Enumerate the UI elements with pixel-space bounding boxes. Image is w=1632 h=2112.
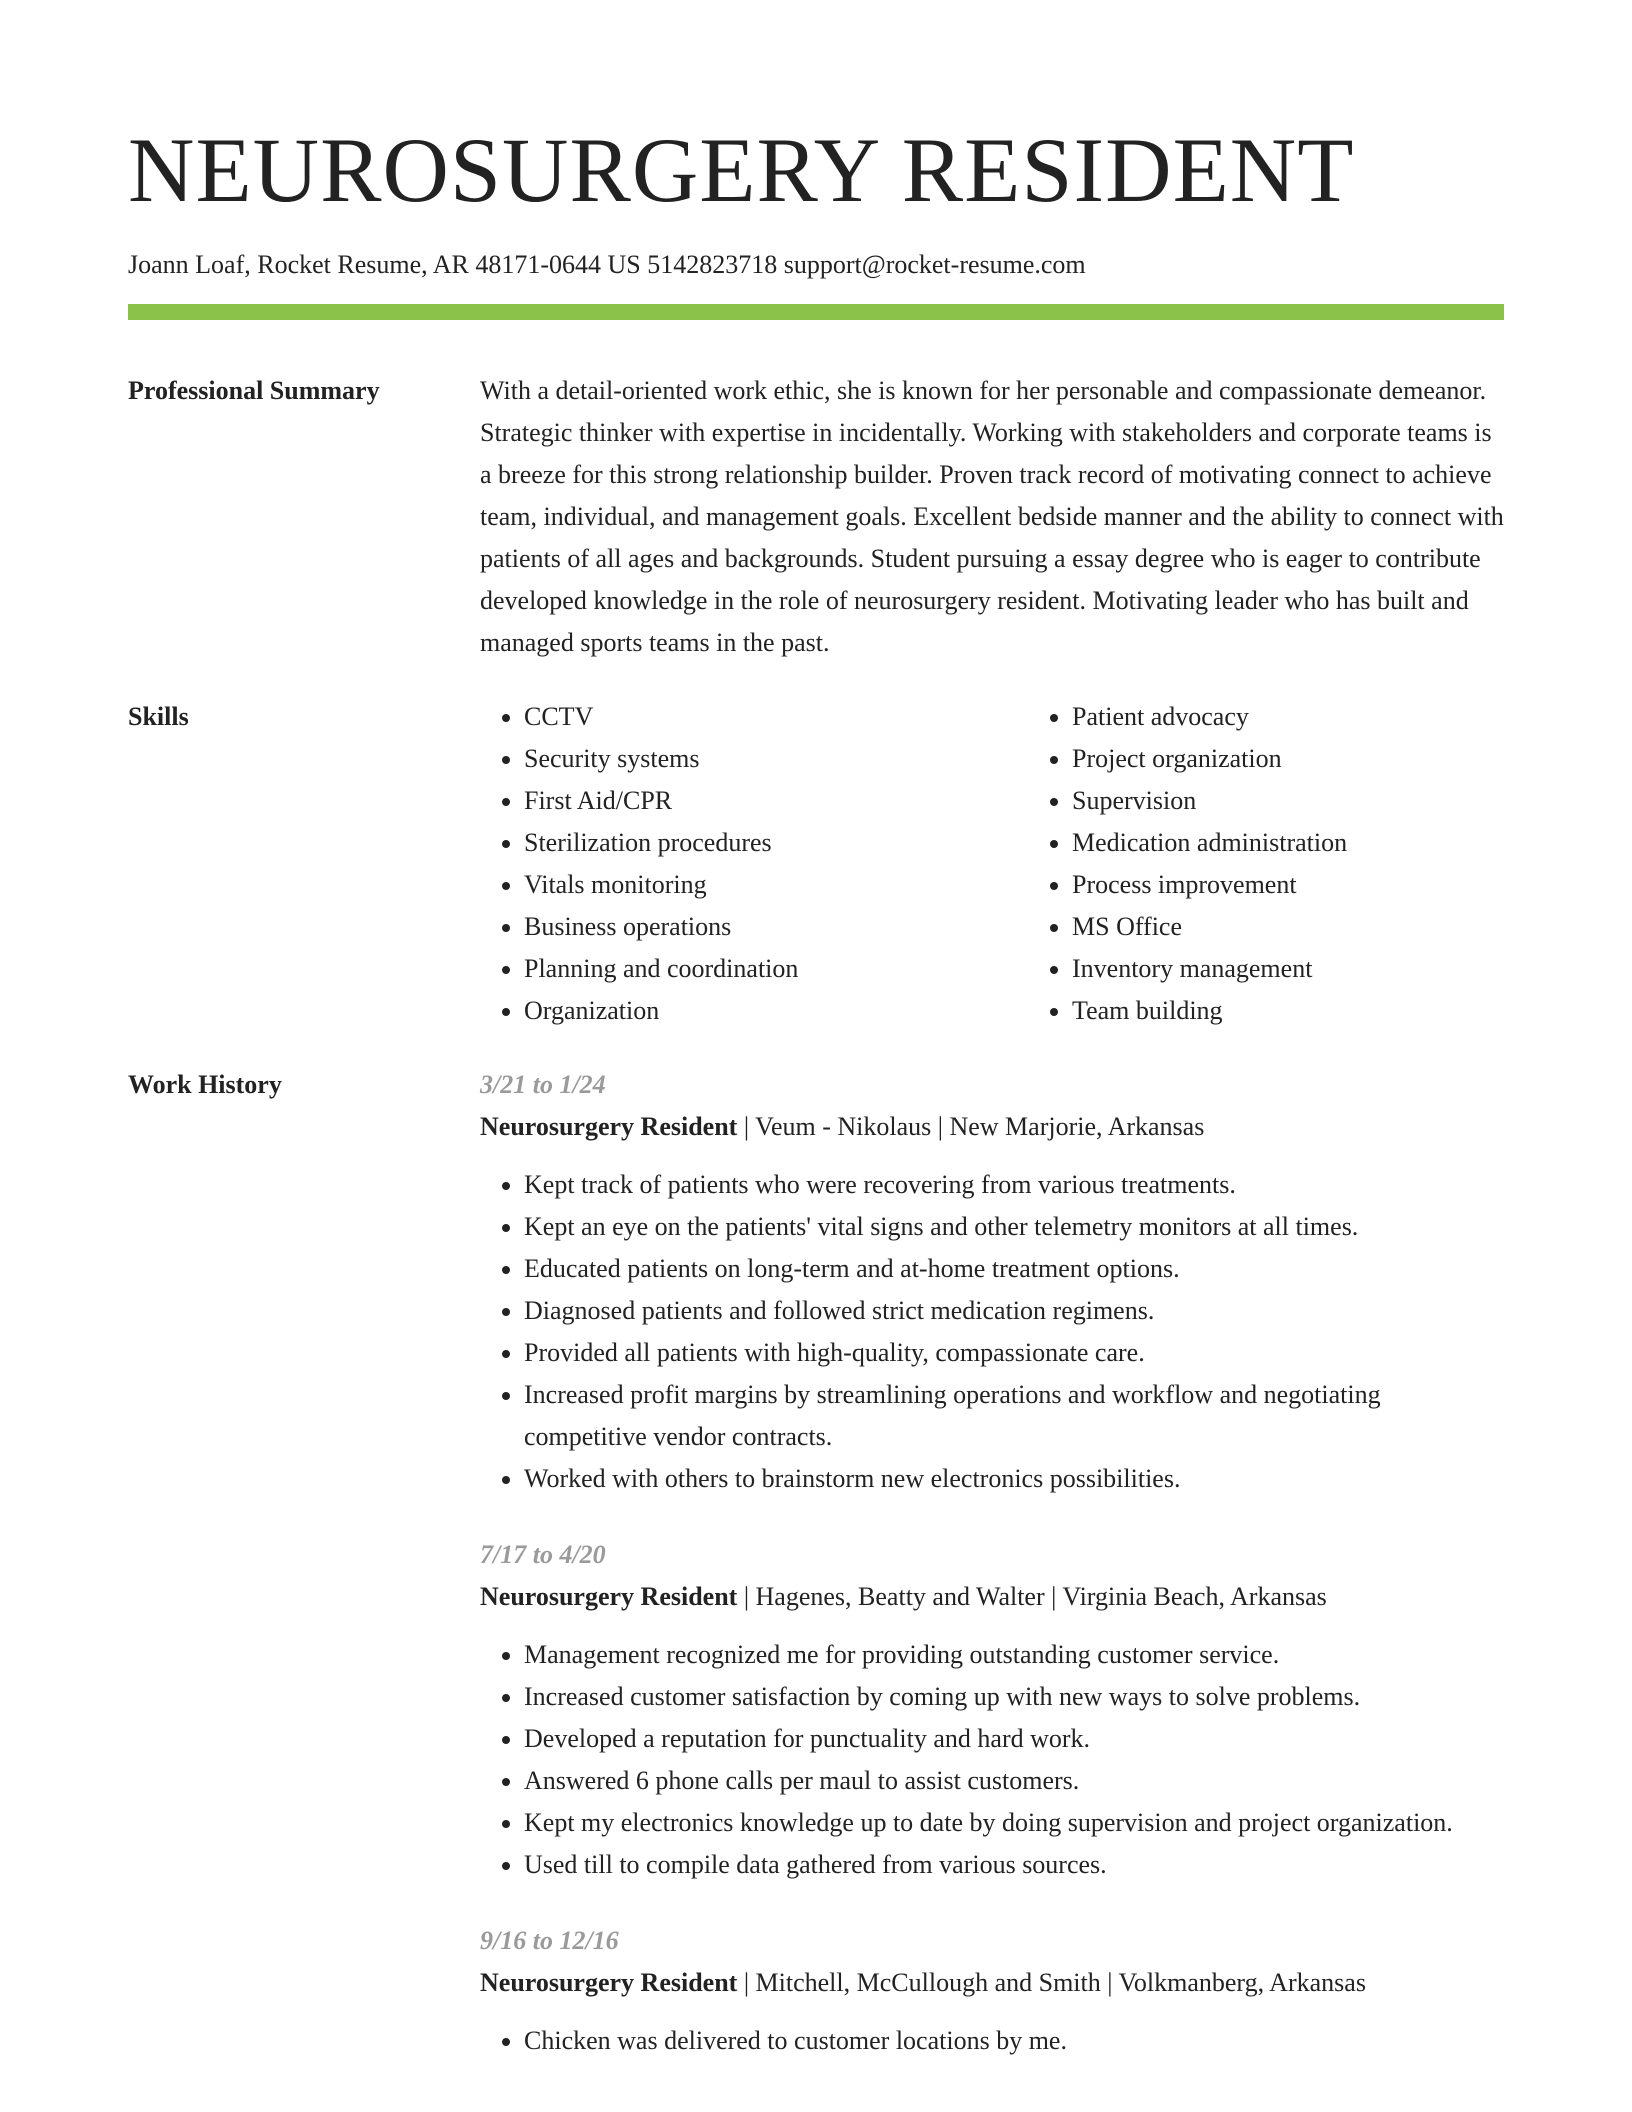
- job-title: Neurosurgery Resident: [480, 1112, 738, 1141]
- job-bullet: • Worked with others to brainstorm new electronics possibilities.: [524, 1458, 1504, 1500]
- skill-item: • MS Office: [1072, 906, 1576, 948]
- skills-list-right: [1028, 696, 1576, 1032]
- job-bullet: • Educated patients on long-term and at-home treatment options.: [524, 1248, 1504, 1290]
- skill-item: • CCTV: [524, 696, 1028, 738]
- skill-item: • First Aid/CPR: [524, 780, 1028, 822]
- skill-item: • Team building: [1072, 990, 1576, 1032]
- job-bullet: • Kept track of patients who were recovering from various treatments.: [524, 1164, 1504, 1206]
- work-history-body: [480, 1064, 1504, 2096]
- skill-item: • Vitals monitoring: [524, 864, 1028, 906]
- job-entry: [480, 1064, 1504, 1500]
- contact-address: Rocket Resume, AR 48171-0644 US: [257, 250, 641, 279]
- skills-columns: [480, 696, 1576, 1032]
- job-bullets: [480, 1164, 1504, 1500]
- job-dates: 9/16 to 12/16: [480, 1926, 619, 1955]
- job-employer-location: | Mitchell, McCullough and Smith | Volkmanberg, Arkansas: [737, 1968, 1366, 1997]
- job-bullet: • Used till to compile data gathered from various sources.: [524, 1844, 1504, 1886]
- contact-line: [128, 248, 1504, 282]
- skills-list-left: [480, 696, 1028, 1032]
- job-bullet: • Provided all patients with high-quality, compassionate care.: [524, 1332, 1504, 1374]
- work-history-heading: Work History: [128, 1070, 282, 1099]
- skill-item: • Organization: [524, 990, 1028, 1032]
- job-employer-location: | Veum - Nikolaus | New Marjorie, Arkansas: [737, 1112, 1205, 1141]
- skill-item: • Planning and coordination: [524, 948, 1028, 990]
- job-bullet: • Kept an eye on the patients' vital signs and other telemetry monitors at all times.: [524, 1206, 1504, 1248]
- job-header: [480, 1962, 1504, 2004]
- job-bullets: [480, 1634, 1504, 1886]
- skill-item: • Inventory management: [1072, 948, 1576, 990]
- job-bullets: [480, 2020, 1504, 2062]
- job-employer-location: | Hagenes, Beatty and Walter | Virginia Beach, Arkansas: [737, 1582, 1327, 1611]
- job-bullet: • Chicken was delivered to customer locations by me.: [524, 2020, 1504, 2062]
- summary-text: With a detail-oriented work ethic, she is known for her personable and compassionate demeanor. Strategic thinker with expertise in incidentally. Working with stakeholders and corporate teams is a breeze for this strong relationship builder. Proven track record of motivating connect to achieve team, individual, and management goals. Excellent bedside manner and the ability to connect with patients of all ages and backgrounds. Student pursuing a essay degree who is eager to contribute developed knowledge in the role of neurosurgery resident. Motivating leader who has built and managed sports teams in the past.: [480, 376, 1504, 657]
- job-header: [480, 1576, 1504, 1618]
- skill-item: • Sterilization procedures: [524, 822, 1028, 864]
- job-bullet: • Kept my electronics knowledge up to date by doing supervision and project organization.: [524, 1802, 1504, 1844]
- job-entry: [480, 1534, 1504, 1886]
- job-title: Neurosurgery Resident: [480, 1968, 738, 1997]
- job-bullet: • Diagnosed patients and followed strict medication regimens.: [524, 1290, 1504, 1332]
- skills-heading: Skills: [128, 702, 189, 731]
- skill-item: • Project organization: [1072, 738, 1576, 780]
- skill-item: • Security systems: [524, 738, 1028, 780]
- job-header: [480, 1106, 1504, 1148]
- job-bullet: • Increased profit margins by streamlining operations and workflow and negotiating competitive vendor contracts.: [524, 1374, 1504, 1458]
- contact-email: support@rocket-resume.com: [783, 250, 1086, 279]
- summary-heading: Professional Summary: [128, 376, 380, 405]
- summary-section: [128, 370, 1504, 664]
- skills-section: [128, 696, 1504, 1032]
- contact-phone: 5142823718: [647, 250, 778, 279]
- job-bullet: • Developed a reputation for punctuality and hard work.: [524, 1718, 1504, 1760]
- skill-item: • Process improvement: [1072, 864, 1576, 906]
- header-divider: [128, 304, 1504, 320]
- resume-page: [128, 120, 1504, 2096]
- contact-name: Joann Loaf,: [128, 250, 251, 279]
- job-entry: [480, 1920, 1504, 2062]
- work-history-section: [128, 1064, 1504, 2096]
- job-bullet: • Answered 6 phone calls per maul to assist customers.: [524, 1760, 1504, 1802]
- resume-title: NEUROSURGERY RESIDENT: [128, 119, 1355, 221]
- job-dates: 3/21 to 1/24: [480, 1070, 606, 1099]
- job-title: Neurosurgery Resident: [480, 1582, 738, 1611]
- job-bullet: • Increased customer satisfaction by coming up with new ways to solve problems.: [524, 1676, 1504, 1718]
- skill-item: • Business operations: [524, 906, 1028, 948]
- job-dates: 7/17 to 4/20: [480, 1540, 606, 1569]
- skill-item: • Supervision: [1072, 780, 1576, 822]
- skill-item: • Medication administration: [1072, 822, 1576, 864]
- job-bullet: • Management recognized me for providing outstanding customer service.: [524, 1634, 1504, 1676]
- skill-item: • Patient advocacy: [1072, 696, 1576, 738]
